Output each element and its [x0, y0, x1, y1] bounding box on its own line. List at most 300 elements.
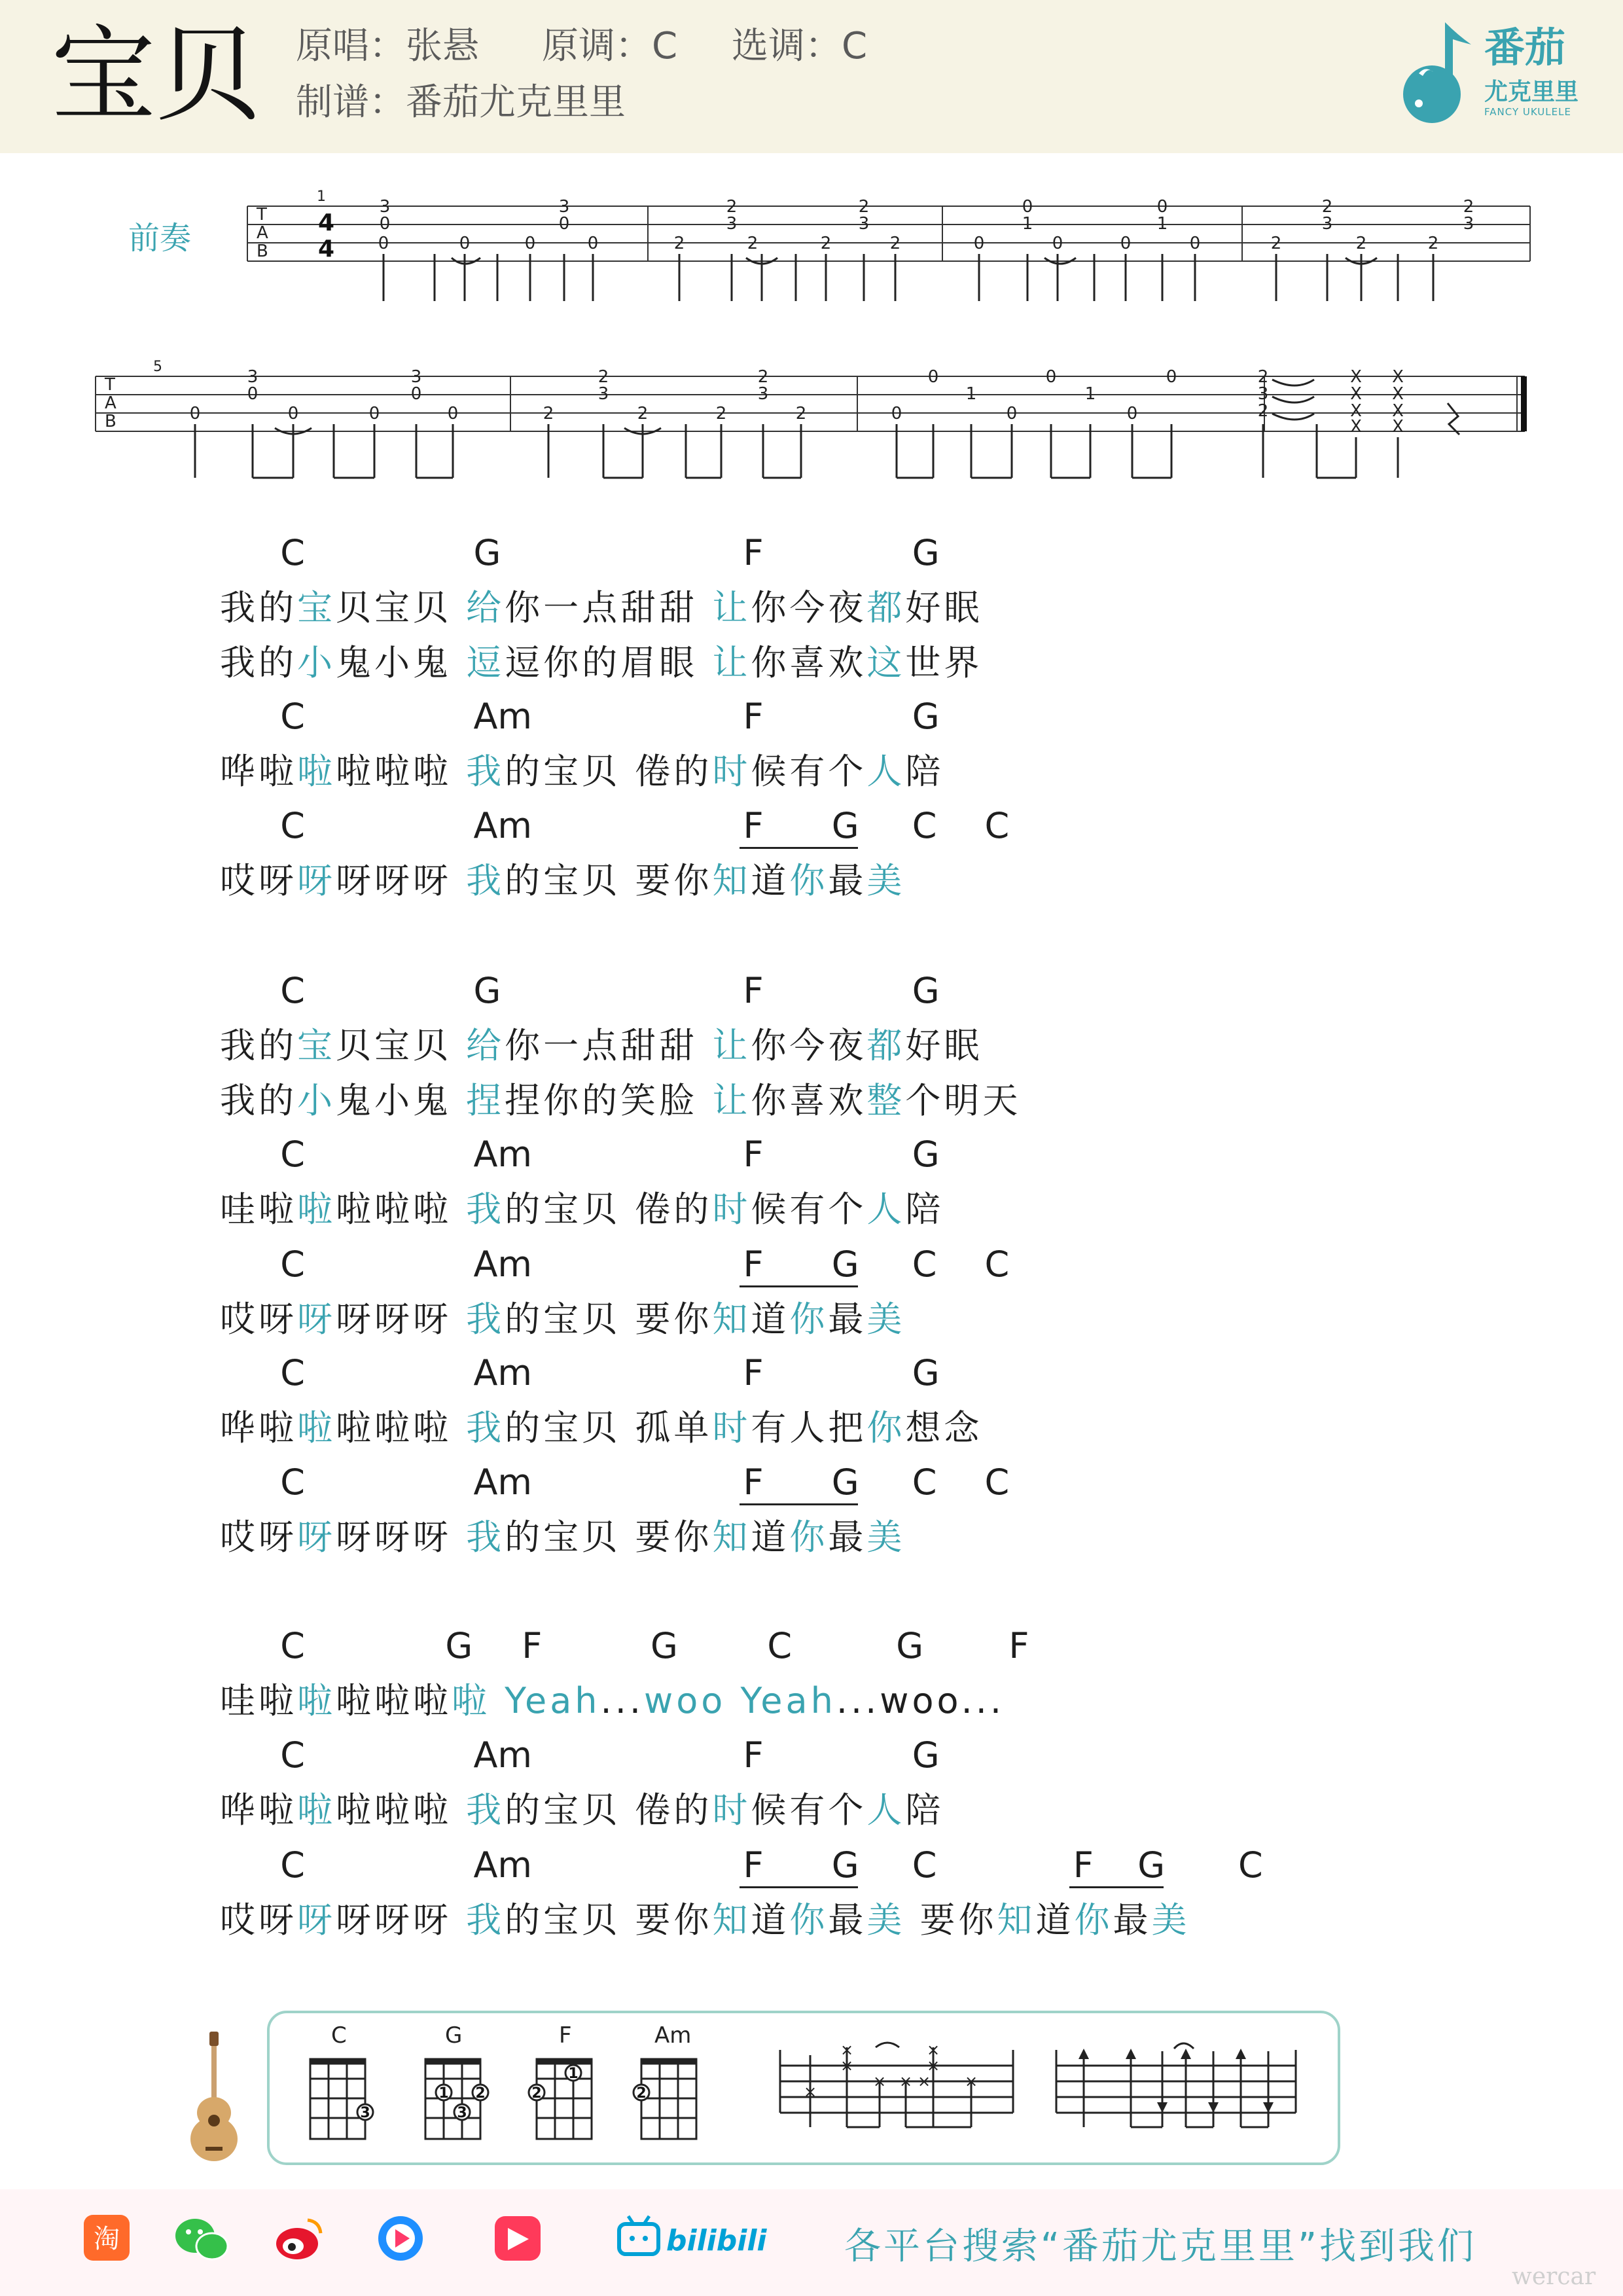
lyric-highlight: 逗 — [466, 642, 505, 683]
svg-text:3: 3 — [858, 214, 870, 234]
lyric-segment: 啦啦啦 — [336, 1407, 467, 1448]
chord-symbol: C — [912, 1244, 937, 1285]
lyric-segment: 要你 — [905, 1899, 997, 1941]
svg-text:0: 0 — [1126, 404, 1138, 423]
svg-text:0: 0 — [1166, 367, 1177, 387]
tab-staff-row-2 — [0, 353, 1623, 484]
lyric-line — [220, 752, 944, 791]
song-title: 宝贝 — [51, 14, 261, 136]
lyric-highlight: 给 — [466, 587, 505, 628]
chord-symbol: Am — [473, 1462, 532, 1503]
lyric-segment — [726, 1680, 740, 1721]
chord-symbol: G — [912, 1352, 940, 1393]
lyric-highlight: 啦 — [297, 1789, 336, 1831]
lyric-highlight: 人 — [866, 1189, 906, 1230]
lyric-highlight: 知 — [712, 860, 751, 901]
chord-symbol: F — [743, 1734, 764, 1776]
lyric-segment: 陪 — [905, 1789, 944, 1831]
chord-symbol: G — [831, 1462, 859, 1503]
chord-symbol: G — [473, 532, 501, 573]
svg-text:2: 2 — [820, 234, 832, 253]
bilibili-wordmark: bilibili — [666, 2224, 767, 2257]
lyric-segment: 道 — [751, 860, 790, 901]
svg-text:2: 2 — [1257, 367, 1269, 387]
lyric-segment: 鬼小鬼 — [336, 1080, 467, 1121]
lyric-segment: 呀呀呀 — [336, 1899, 467, 1941]
chord-beat-bar — [1069, 1886, 1164, 1888]
svg-text:×: × — [899, 2072, 913, 2090]
lyric-segment: 我的 — [220, 587, 297, 628]
chord-symbol: Am — [473, 1352, 532, 1393]
lyric-segment: 贝宝贝 — [336, 587, 467, 628]
lyric-segment: 捏你的笑脸 — [505, 1080, 713, 1121]
svg-text:×: × — [840, 2056, 854, 2075]
svg-text:×: × — [840, 2041, 854, 2059]
lyric-highlight: 给 — [466, 1025, 505, 1066]
chosen-key: 选调：C — [732, 25, 868, 67]
svg-text:3: 3 — [1321, 214, 1333, 234]
lyric-highlight: 美 — [1151, 1899, 1190, 1941]
chord-symbol: G — [651, 1625, 678, 1666]
lyric-segment: 的宝贝 倦的 — [505, 1789, 713, 1831]
lyric-line — [220, 643, 982, 683]
chord-beat-bar — [740, 1503, 858, 1505]
lyric-highlight: 让 — [712, 1080, 751, 1121]
lyric-segment: 的宝贝 倦的 — [505, 1189, 713, 1230]
lyric-segment: 有人把 — [751, 1407, 867, 1448]
lyric-segment: 的宝贝 要你 — [505, 860, 713, 901]
finger-number: 2 — [531, 2085, 542, 2102]
svg-text:2: 2 — [889, 234, 901, 253]
lyric-line — [220, 1190, 944, 1229]
svg-text:1: 1 — [1022, 214, 1033, 234]
lyric-highlight: 人 — [866, 751, 906, 792]
measure-number: 5 — [153, 359, 162, 375]
logo-english: FANCY UKULELE — [1484, 106, 1571, 118]
lyric-segment: 你今夜 — [751, 587, 867, 628]
chord-symbol: F — [743, 1352, 764, 1393]
svg-text:X: X — [1392, 367, 1404, 387]
chord-symbol: C — [984, 805, 1010, 846]
chord-symbol: F — [743, 1462, 764, 1503]
lyric-segment: 哗啦 — [220, 1407, 297, 1448]
lyric-segment: 我的 — [220, 1025, 297, 1066]
lyric-segment: 的宝贝 要你 — [505, 1516, 713, 1558]
lyric-segment: 的宝贝 倦的 — [505, 751, 713, 792]
finger-number: 1 — [438, 2085, 449, 2102]
strum-pattern-2 — [1052, 2036, 1301, 2134]
chord-beat-bar — [740, 847, 858, 849]
chord-symbol: G — [912, 532, 940, 573]
tomato-note-logo-icon — [1393, 16, 1484, 127]
lyric-segment: 啦啦啦 — [336, 1189, 467, 1230]
chord-symbol: Am — [473, 1734, 532, 1776]
lyric-segment: 最 — [828, 1299, 867, 1340]
finger-number: 3 — [457, 2105, 467, 2121]
lyric-highlight: 我 — [466, 1516, 505, 1558]
svg-text:0: 0 — [247, 384, 259, 404]
svg-text:2: 2 — [1427, 234, 1439, 253]
chord-symbol: F — [1073, 1844, 1094, 1886]
weibo-icon[interactable] — [276, 2220, 321, 2259]
lyric-segment: 陪 — [905, 1189, 944, 1230]
lyric-highlight: 人 — [866, 1789, 906, 1831]
tab-staff-row-1 — [0, 183, 1623, 301]
chord-beat-bar — [740, 1886, 858, 1888]
lyric-line — [220, 1901, 1190, 1940]
svg-text:0: 0 — [1120, 234, 1132, 253]
lyric-highlight: woo — [644, 1680, 726, 1721]
chord-symbol: G — [912, 1734, 940, 1776]
chord-symbol: C — [912, 1462, 937, 1503]
lyric-highlight: 啦 — [297, 751, 336, 792]
svg-text:2: 2 — [1355, 234, 1367, 253]
svg-text:2: 2 — [715, 404, 727, 423]
lyric-segment: 候有个 — [751, 1189, 867, 1230]
lyric-highlight: 呀 — [297, 1299, 336, 1340]
lyric-segment: 哎呀 — [220, 1516, 297, 1558]
lyric-segment: 哇啦 — [220, 1680, 297, 1721]
chord-diagram-name: F — [559, 2022, 572, 2049]
chord-beat-bar — [740, 1285, 858, 1287]
lyric-segment: 道 — [751, 1516, 790, 1558]
chord-symbol: C — [280, 1734, 305, 1776]
svg-text:X: X — [1392, 384, 1404, 404]
lyric-segment: 你喜欢 — [751, 642, 867, 683]
chord-symbol: G — [1137, 1844, 1166, 1886]
svg-text:0: 0 — [459, 234, 471, 253]
lyric-highlight: 美 — [866, 1516, 906, 1558]
tab-letter: T — [105, 375, 115, 395]
lyric-highlight: 啦 — [452, 1680, 490, 1721]
lyric-highlight: 呀 — [297, 860, 336, 901]
chord-diagram-name: Am — [654, 2022, 692, 2049]
svg-text:0: 0 — [973, 234, 985, 253]
svg-text:0: 0 — [1006, 404, 1018, 423]
chord-symbol: G — [445, 1625, 473, 1666]
chord-symbol: G — [831, 1844, 859, 1886]
platform-icons — [82, 2212, 809, 2265]
svg-text:2: 2 — [1270, 234, 1282, 253]
lyric-segment — [490, 1680, 505, 1721]
lyric-segment: 鬼小鬼 — [336, 642, 467, 683]
lyric-line — [220, 1026, 982, 1066]
svg-text:2: 2 — [597, 367, 609, 387]
chord-symbol: C — [280, 970, 305, 1011]
finger-number: 2 — [636, 2085, 647, 2102]
lyric-segment: 呀呀呀 — [336, 860, 467, 901]
svg-text:×: × — [964, 2072, 978, 2090]
original-key: 原调：C — [542, 25, 678, 67]
lyric-highlight: 我 — [466, 860, 505, 901]
lyric-segment: 最 — [828, 860, 867, 901]
lyric-segment: 哇啦 — [220, 1189, 297, 1230]
chord-symbol: C — [280, 1352, 305, 1393]
svg-text:3: 3 — [597, 384, 609, 404]
taobao-icon[interactable] — [84, 2215, 130, 2261]
lyric-highlight: 时 — [712, 1189, 751, 1230]
svg-text:0: 0 — [927, 367, 939, 387]
lyric-segment: ...woo... — [836, 1680, 1005, 1721]
lyric-segment: 道 — [751, 1899, 790, 1941]
svg-text:1: 1 — [965, 384, 977, 404]
chord-symbol: C — [280, 1134, 305, 1175]
lyric-segment: 哗啦 — [220, 751, 297, 792]
lyric-line — [220, 1081, 1021, 1121]
svg-text:3: 3 — [410, 367, 422, 387]
chord-symbol: Am — [473, 1244, 532, 1285]
svg-text:3: 3 — [1463, 214, 1474, 234]
lyric-highlight: 啦 — [297, 1189, 336, 1230]
svg-text:3: 3 — [726, 214, 738, 234]
lyric-highlight: 让 — [712, 642, 751, 683]
tab-letter: T — [257, 205, 267, 224]
lyric-highlight: 我 — [466, 751, 505, 792]
lyric-segment: 候有个 — [751, 1789, 867, 1831]
svg-text:×: × — [926, 2041, 940, 2059]
lyric-segment: 道 — [1035, 1899, 1075, 1941]
svg-text:0: 0 — [524, 234, 536, 253]
svg-text:1: 1 — [1156, 214, 1168, 234]
wechat-icon[interactable] — [175, 2219, 228, 2259]
chord-symbol: C — [280, 532, 305, 573]
svg-text:2: 2 — [795, 404, 807, 423]
lyric-segment: 个明天 — [905, 1080, 1022, 1121]
footer-search-text: 各平台搜索“番茄尤克里里”找到我们 — [844, 2225, 1477, 2268]
lyric-highlight: 你 — [866, 1407, 906, 1448]
lyric-line — [220, 1408, 982, 1448]
lyric-segment: 想念 — [905, 1407, 983, 1448]
lyric-segment: 好眠 — [905, 587, 983, 628]
lyric-highlight: 呀 — [297, 1516, 336, 1558]
lyric-highlight: 美 — [866, 860, 906, 901]
lyric-highlight: 知 — [712, 1516, 751, 1558]
lyric-segment: 最 — [1113, 1899, 1152, 1941]
svg-text:×: × — [926, 2056, 940, 2075]
lyric-highlight: 你 — [789, 1299, 829, 1340]
finger-number: 1 — [568, 2066, 579, 2082]
svg-text:2: 2 — [673, 234, 685, 253]
chord-diagram-name: G — [445, 2022, 463, 2049]
video-app-icon[interactable] — [495, 2216, 541, 2261]
lyric-highlight: 都 — [866, 587, 906, 628]
svg-text:×: × — [803, 2083, 817, 2101]
lyric-segment: 啦啦啦 — [336, 1680, 452, 1721]
lyric-segment: 哎呀 — [220, 860, 297, 901]
chord-symbol: F — [743, 970, 764, 1011]
svg-text:X: X — [1350, 401, 1362, 421]
lyric-segment: 你一点甜甜 — [505, 587, 713, 628]
lyric-segment: 逗你的眉眼 — [505, 642, 713, 683]
svg-text:×: × — [872, 2072, 887, 2090]
lyric-highlight: 时 — [712, 751, 751, 792]
svg-text:×: × — [917, 2072, 931, 2090]
svg-text:3: 3 — [247, 367, 259, 387]
lyric-highlight: 我 — [466, 1407, 505, 1448]
chord-symbol: F — [743, 532, 764, 573]
svg-text:0: 0 — [1022, 197, 1033, 217]
strum-pattern-1 — [776, 2036, 1018, 2134]
svg-text:1: 1 — [1084, 384, 1096, 404]
chord-symbol: C — [280, 1244, 305, 1285]
lyric-segment: 候有个 — [751, 751, 867, 792]
transcriber: 制谱：番茄尤克里里 — [296, 81, 626, 124]
intro-label: 前奏 — [128, 220, 192, 257]
svg-text:X: X — [1350, 384, 1362, 404]
svg-text:2: 2 — [543, 404, 554, 423]
tab-letter: B — [105, 412, 116, 431]
chord-symbol: C — [912, 1844, 937, 1886]
chord-symbol: F — [743, 1134, 764, 1175]
chord-symbol: C — [1238, 1844, 1263, 1886]
svg-text:2: 2 — [637, 404, 649, 423]
lyric-highlight: 小 — [297, 1080, 336, 1121]
lyric-segment: 最 — [828, 1516, 867, 1558]
lyric-segment: 的宝贝 要你 — [505, 1899, 713, 1941]
lyric-highlight: 你 — [789, 1516, 829, 1558]
svg-text:0: 0 — [410, 384, 422, 404]
ukulele-icon — [185, 2029, 243, 2166]
svg-text:0: 0 — [447, 404, 459, 423]
chord-symbol: F — [743, 805, 764, 846]
logo-name: 番茄 — [1484, 24, 1566, 71]
lyric-highlight: 我 — [466, 1789, 505, 1831]
svg-text:0: 0 — [1156, 197, 1168, 217]
lyric-line — [220, 1681, 1005, 1721]
chord-symbol: C — [984, 1244, 1010, 1285]
chord-symbol: F — [743, 1844, 764, 1886]
bilibili-icon[interactable] — [619, 2216, 658, 2254]
lyric-highlight: 啦 — [297, 1407, 336, 1448]
chord-symbol: Am — [473, 805, 532, 846]
lyric-highlight: 都 — [866, 1025, 906, 1066]
svg-text:0: 0 — [587, 234, 599, 253]
chord-diagrams — [301, 2054, 707, 2152]
chord-symbol: F — [743, 1244, 764, 1285]
lyric-highlight: 你 — [789, 860, 829, 901]
svg-text:X: X — [1392, 417, 1404, 437]
lyric-segment: 哗啦 — [220, 1789, 297, 1831]
lyric-highlight: 让 — [712, 1025, 751, 1066]
original-singer: 原唱：张悬 — [296, 25, 479, 67]
chord-symbol: C — [280, 1462, 305, 1503]
lyric-highlight: 整 — [866, 1080, 906, 1121]
watermark: wercar — [1512, 2263, 1596, 2290]
tab-letter: A — [105, 393, 116, 413]
music-app-icon[interactable] — [378, 2216, 423, 2261]
svg-text:0: 0 — [1189, 234, 1201, 253]
lyric-highlight: 这 — [866, 642, 906, 683]
svg-text:2: 2 — [747, 234, 758, 253]
lyric-line — [220, 1518, 905, 1557]
svg-text:0: 0 — [891, 404, 902, 423]
svg-text:0: 0 — [378, 234, 389, 253]
chord-symbol: C — [767, 1625, 793, 1666]
lyric-highlight: 呀 — [297, 1899, 336, 1941]
lyric-highlight: 你 — [789, 1899, 829, 1941]
chord-diagram-name: C — [331, 2022, 347, 2049]
svg-text:0: 0 — [189, 404, 201, 423]
lyric-highlight: Yeah — [505, 1680, 601, 1721]
lyric-line — [220, 1791, 944, 1830]
lyric-highlight: 宝 — [297, 1025, 336, 1066]
svg-text:0: 0 — [1045, 367, 1057, 387]
chord-symbol: Am — [473, 696, 532, 737]
chord-symbol: G — [912, 1134, 940, 1175]
lyric-segment: 的宝贝 孤单 — [505, 1407, 713, 1448]
lyric-line — [220, 588, 982, 628]
lyric-segment: 你喜欢 — [751, 1080, 867, 1121]
chord-symbol: C — [280, 1625, 305, 1666]
finger-number: 2 — [475, 2085, 486, 2102]
chord-symbol: G — [896, 1625, 924, 1666]
lyric-highlight: 我 — [466, 1299, 505, 1340]
lyric-segment: 哎呀 — [220, 1299, 297, 1340]
chord-symbol: G — [912, 696, 940, 737]
svg-text:0: 0 — [287, 404, 299, 423]
svg-text:3: 3 — [379, 197, 391, 217]
chord-symbol: C — [280, 1844, 305, 1886]
lyric-highlight: 时 — [712, 1407, 751, 1448]
svg-text:2: 2 — [1321, 197, 1333, 217]
svg-text:2: 2 — [726, 197, 738, 217]
chord-symbol: C — [912, 805, 937, 846]
lyric-highlight: 啦 — [297, 1680, 336, 1721]
svg-text:2: 2 — [858, 197, 870, 217]
lyric-segment: 啦啦啦 — [336, 1789, 467, 1831]
chord-symbol: F — [1008, 1625, 1029, 1666]
lyric-highlight: 时 — [712, 1789, 751, 1831]
time-signature-bottom: 4 — [318, 236, 335, 262]
chord-symbol: C — [280, 805, 305, 846]
lyric-highlight: Yeah — [740, 1680, 836, 1721]
svg-text:0: 0 — [558, 214, 570, 234]
lyric-segment: 道 — [751, 1299, 790, 1340]
svg-text:0: 0 — [368, 404, 380, 423]
lyric-segment: 啦啦啦 — [336, 751, 467, 792]
svg-text:X: X — [1392, 401, 1404, 421]
finger-number: 3 — [360, 2105, 370, 2121]
lyric-segment: 最 — [828, 1899, 867, 1941]
svg-text:3: 3 — [558, 197, 570, 217]
svg-text:X: X — [1350, 417, 1362, 437]
chord-symbol: G — [831, 805, 859, 846]
chord-symbol: F — [743, 696, 764, 737]
lyric-highlight: 知 — [712, 1899, 751, 1941]
lyric-highlight: 让 — [712, 587, 751, 628]
tab-letter: B — [257, 242, 268, 261]
lyric-line — [220, 1300, 905, 1339]
chord-symbol: Am — [473, 1134, 532, 1175]
lyric-line — [220, 861, 905, 901]
chord-symbol: C — [984, 1462, 1010, 1503]
svg-text:3: 3 — [1257, 384, 1269, 404]
lyric-segment: 陪 — [905, 751, 944, 792]
lyric-segment: 贝宝贝 — [336, 1025, 467, 1066]
lyric-highlight: 我 — [466, 1899, 505, 1941]
lyric-segment: 世界 — [905, 642, 983, 683]
lyric-segment: 呀呀呀 — [336, 1299, 467, 1340]
svg-text:X: X — [1350, 367, 1362, 387]
chord-symbol: F — [522, 1625, 543, 1666]
time-signature-top: 4 — [318, 209, 335, 236]
logo-subtitle: 尤克里里 — [1484, 79, 1579, 105]
lyric-highlight: 捏 — [466, 1080, 505, 1121]
lyric-highlight: 宝 — [297, 587, 336, 628]
lyric-highlight: 我 — [466, 1189, 505, 1230]
lyric-segment: ... — [600, 1680, 645, 1721]
lyric-highlight: 小 — [297, 642, 336, 683]
